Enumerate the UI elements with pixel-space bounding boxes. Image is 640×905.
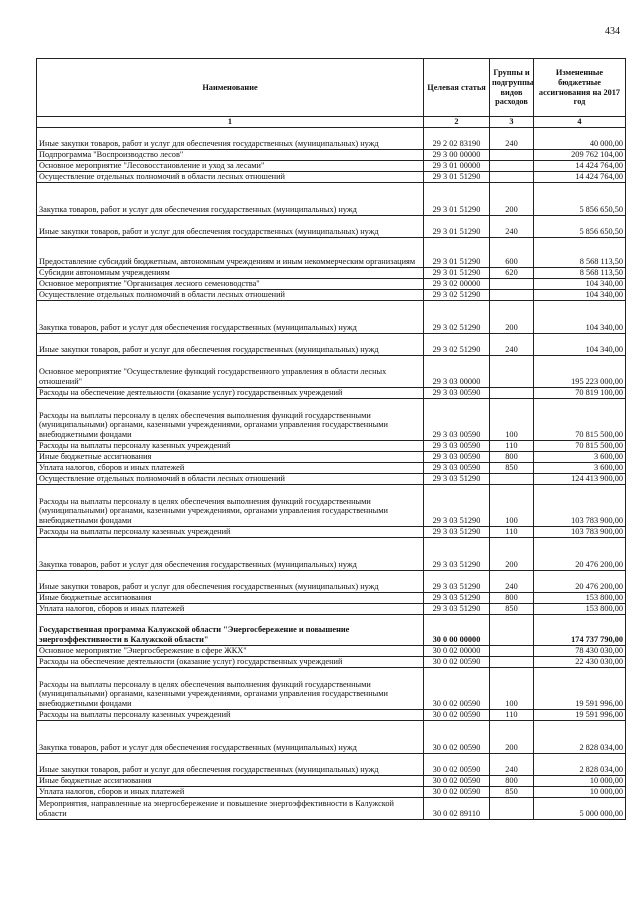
table-row — [37, 398, 626, 440]
cell-name: Подпрограмма "Воспроизводство лесов" — [37, 149, 424, 160]
cell-amount: 153 800,00 — [534, 603, 626, 614]
cell-code: 30 0 00 00000 — [424, 614, 490, 645]
cell-amount: 124 413 900,00 — [534, 473, 626, 484]
cell-code: 29 3 03 51290 — [424, 484, 490, 526]
table-row — [37, 237, 626, 267]
cell-name: Расходы на выплаты персоналу казенных учреждений — [37, 526, 424, 537]
table-row — [37, 720, 626, 753]
cell-group — [490, 289, 534, 300]
cell-code: 29 3 01 51290 — [424, 267, 490, 278]
table-row — [37, 171, 626, 182]
cell-group: 240 — [490, 753, 534, 775]
cell-amount: 19 591 996,00 — [534, 709, 626, 720]
cell-code: 29 3 03 00000 — [424, 355, 490, 387]
cell-amount: 20 476 200,00 — [534, 570, 626, 592]
cell-name: Иные бюджетные ассигнования — [37, 451, 424, 462]
table-row — [37, 355, 626, 387]
table-row — [37, 753, 626, 775]
cell-name: Субсидии автономным учреждениям — [37, 267, 424, 278]
cell-code: 29 3 03 00590 — [424, 440, 490, 451]
cell-code: 30 0 02 89110 — [424, 797, 490, 819]
cell-amount: 10 000,00 — [534, 786, 626, 797]
cell-name: Осуществление отдельных полномочий в области лесных отношений — [37, 171, 424, 182]
cell-code: 29 3 01 00000 — [424, 160, 490, 171]
column-number: 3 — [490, 117, 534, 128]
cell-name: Иные закупки товаров, работ и услуг для обеспечения государственных (муниципальных) нужд — [37, 127, 424, 149]
cell-name: Расходы на выплаты персоналу казенных учреждений — [37, 440, 424, 451]
cell-code: 29 3 03 51290 — [424, 570, 490, 592]
cell-group: 200 — [490, 182, 534, 215]
cell-code: 30 0 02 00590 — [424, 667, 490, 709]
cell-code: 29 3 02 51290 — [424, 289, 490, 300]
cell-amount: 5 856 650,50 — [534, 182, 626, 215]
cell-group — [490, 278, 534, 289]
cell-name: Иные закупки товаров, работ и услуг для обеспечения государственных (муниципальных) нужд — [37, 570, 424, 592]
table-row — [37, 333, 626, 355]
header-amount: Измененные бюджетные ассигнования на 2017 год — [534, 59, 626, 117]
cell-name: Уплата налогов, сборов и иных платежей — [37, 462, 424, 473]
cell-group: 850 — [490, 603, 534, 614]
cell-amount: 14 424 764,00 — [534, 171, 626, 182]
table-row — [37, 786, 626, 797]
cell-code: 29 3 01 51290 — [424, 237, 490, 267]
cell-group: 200 — [490, 720, 534, 753]
cell-name: Закупка товаров, работ и услуг для обеспечения государственных (муниципальных) нужд — [37, 300, 424, 333]
cell-group: 240 — [490, 215, 534, 237]
table-row — [37, 462, 626, 473]
header-code: Целевая статья — [424, 59, 490, 117]
column-number: 1 — [37, 117, 424, 128]
cell-code: 29 2 02 83190 — [424, 127, 490, 149]
cell-group — [490, 645, 534, 656]
cell-name: Расходы на обеспечение деятельности (оказание услуг) государственных учреждений — [37, 656, 424, 667]
header-row — [37, 59, 626, 117]
cell-amount: 19 591 996,00 — [534, 667, 626, 709]
cell-name: Уплата налогов, сборов и иных платежей — [37, 786, 424, 797]
cell-name: Расходы на выплаты персоналу в целях обеспечения выполнения функций государственными (муниципальными) органами, казенными учреждениями, органами управления государственными внебюджетными фондами — [37, 398, 424, 440]
table-row — [37, 667, 626, 709]
cell-amount: 103 783 900,00 — [534, 526, 626, 537]
cell-group: 200 — [490, 300, 534, 333]
cell-code: 30 0 02 00000 — [424, 645, 490, 656]
column-number: 4 — [534, 117, 626, 128]
cell-amount: 3 600,00 — [534, 451, 626, 462]
cell-name: Основное мероприятие "Энергосбережение в сфере ЖКХ" — [37, 645, 424, 656]
cell-code: 29 3 03 51290 — [424, 537, 490, 570]
column-number: 2 — [424, 117, 490, 128]
cell-code: 29 3 03 00590 — [424, 387, 490, 398]
cell-group: 110 — [490, 440, 534, 451]
cell-amount: 5 000 000,00 — [534, 797, 626, 819]
table-row — [37, 797, 626, 819]
cell-group — [490, 171, 534, 182]
cell-amount: 104 340,00 — [534, 300, 626, 333]
cell-code: 29 3 02 51290 — [424, 300, 490, 333]
cell-amount: 2 828 034,00 — [534, 720, 626, 753]
cell-group: 850 — [490, 462, 534, 473]
table-row — [37, 614, 626, 645]
cell-group: 100 — [490, 398, 534, 440]
cell-group: 100 — [490, 484, 534, 526]
table-row — [37, 645, 626, 656]
table-row — [37, 603, 626, 614]
cell-group: 110 — [490, 526, 534, 537]
cell-group — [490, 355, 534, 387]
cell-amount: 8 568 113,50 — [534, 267, 626, 278]
cell-name: Осуществление отдельных полномочий в области лесных отношений — [37, 473, 424, 484]
cell-name: Иные закупки товаров, работ и услуг для обеспечения государственных (муниципальных) нужд — [37, 215, 424, 237]
cell-group — [490, 797, 534, 819]
cell-amount: 195 223 000,00 — [534, 355, 626, 387]
table-row — [37, 570, 626, 592]
table-row — [37, 775, 626, 786]
cell-code: 30 0 02 00590 — [424, 720, 490, 753]
cell-name: Иные бюджетные ассигнования — [37, 775, 424, 786]
header-name: Наименование — [37, 59, 424, 117]
cell-group: 850 — [490, 786, 534, 797]
cell-name: Осуществление отдельных полномочий в области лесных отношений — [37, 289, 424, 300]
cell-group: 100 — [490, 667, 534, 709]
cell-code: 29 3 01 51290 — [424, 171, 490, 182]
cell-code: 30 0 02 00590 — [424, 775, 490, 786]
cell-name: Расходы на выплаты персоналу в целях обеспечения выполнения функций государственными (муниципальными) органами, казенными учреждениями, органами управления государственными внебюджетными фондами — [37, 667, 424, 709]
table-row — [37, 451, 626, 462]
cell-name: Закупка товаров, работ и услуг для обеспечения государственных (муниципальных) нужд — [37, 537, 424, 570]
cell-code: 29 3 03 51290 — [424, 603, 490, 614]
cell-code: 29 3 03 00590 — [424, 398, 490, 440]
cell-amount: 153 800,00 — [534, 592, 626, 603]
cell-name: Основное мероприятие "Лесовосстановление и уход за лесами" — [37, 160, 424, 171]
cell-amount: 5 856 650,50 — [534, 215, 626, 237]
cell-code: 30 0 02 00590 — [424, 709, 490, 720]
table-row — [37, 526, 626, 537]
cell-group: 600 — [490, 237, 534, 267]
table-row — [37, 278, 626, 289]
cell-name: Иные закупки товаров, работ и услуг для обеспечения государственных (муниципальных) нужд — [37, 333, 424, 355]
cell-group: 240 — [490, 127, 534, 149]
cell-group — [490, 656, 534, 667]
cell-group — [490, 387, 534, 398]
cell-amount: 3 600,00 — [534, 462, 626, 473]
cell-amount: 104 340,00 — [534, 333, 626, 355]
cell-code: 29 3 03 00590 — [424, 451, 490, 462]
cell-group: 240 — [490, 570, 534, 592]
cell-name: Основное мероприятие "Организация лесного семеноводства" — [37, 278, 424, 289]
cell-amount: 104 340,00 — [534, 289, 626, 300]
cell-group: 800 — [490, 592, 534, 603]
cell-amount: 70 819 100,00 — [534, 387, 626, 398]
cell-group: 200 — [490, 537, 534, 570]
table-row — [37, 127, 626, 149]
cell-name: Основное мероприятие "Осуществление функций государственного управления в области лесных отношений" — [37, 355, 424, 387]
cell-code: 29 3 00 00000 — [424, 149, 490, 160]
cell-amount: 70 815 500,00 — [534, 440, 626, 451]
cell-group: 620 — [490, 267, 534, 278]
cell-amount: 20 476 200,00 — [534, 537, 626, 570]
cell-code: 30 0 02 00590 — [424, 656, 490, 667]
cell-group — [490, 149, 534, 160]
table-row — [37, 300, 626, 333]
cell-group: 110 — [490, 709, 534, 720]
cell-group — [490, 160, 534, 171]
table-body — [37, 127, 626, 819]
table-row — [37, 267, 626, 278]
cell-name: Уплата налогов, сборов и иных платежей — [37, 603, 424, 614]
cell-amount: 2 828 034,00 — [534, 753, 626, 775]
cell-name: Иные закупки товаров, работ и услуг для обеспечения государственных (муниципальных) нужд — [37, 753, 424, 775]
cell-amount: 70 815 500,00 — [534, 398, 626, 440]
table-row — [37, 473, 626, 484]
table-row — [37, 484, 626, 526]
table-row — [37, 656, 626, 667]
cell-code: 29 3 03 51290 — [424, 473, 490, 484]
cell-code: 29 3 01 51290 — [424, 215, 490, 237]
cell-group — [490, 614, 534, 645]
cell-amount: 174 737 790,00 — [534, 614, 626, 645]
cell-code: 30 0 02 00590 — [424, 753, 490, 775]
table-row — [37, 182, 626, 215]
cell-code: 29 3 01 51290 — [424, 182, 490, 215]
cell-amount: 209 762 104,00 — [534, 149, 626, 160]
cell-group: 240 — [490, 333, 534, 355]
cell-name: Закупка товаров, работ и услуг для обеспечения государственных (муниципальных) нужд — [37, 182, 424, 215]
cell-name: Расходы на выплаты персоналу казенных учреждений — [37, 709, 424, 720]
cell-name: Мероприятия, направленные на энергосбережение и повышение энергоэффективности в Калужской области — [37, 797, 424, 819]
table-row — [37, 592, 626, 603]
cell-code: 29 3 02 51290 — [424, 333, 490, 355]
table-row — [37, 709, 626, 720]
cell-code: 29 3 02 00000 — [424, 278, 490, 289]
cell-name: Предоставление субсидий бюджетным, автономным учреждениям и иным некоммерческим организациям — [37, 237, 424, 267]
cell-name: Расходы на выплаты персоналу в целях обеспечения выполнения функций государственными (муниципальными) органами, казенными учреждениями, органами управления государственными внебюджетными фондами — [37, 484, 424, 526]
cell-code: 29 3 03 51290 — [424, 592, 490, 603]
cell-name: Государственная программа Калужской области "Энергосбережение и повышение энергоэффективности в Калужской области" — [37, 614, 424, 645]
table-row — [37, 440, 626, 451]
cell-name: Закупка товаров, работ и услуг для обеспечения государственных (муниципальных) нужд — [37, 720, 424, 753]
cell-code: 29 3 03 51290 — [424, 526, 490, 537]
cell-name: Расходы на обеспечение деятельности (оказание услуг) государственных учреждений — [37, 387, 424, 398]
cell-amount: 8 568 113,50 — [534, 237, 626, 267]
cell-amount: 104 340,00 — [534, 278, 626, 289]
cell-amount: 40 000,00 — [534, 127, 626, 149]
cell-amount: 10 000,00 — [534, 775, 626, 786]
cell-amount: 103 783 900,00 — [534, 484, 626, 526]
cell-group: 800 — [490, 775, 534, 786]
table-row — [37, 160, 626, 171]
cell-group — [490, 473, 534, 484]
table-row — [37, 149, 626, 160]
column-number-row — [37, 117, 626, 128]
table-row — [37, 289, 626, 300]
header-group: Группы и подгруппы видов расходов — [490, 59, 534, 117]
page-number: 434 — [605, 26, 620, 37]
table-row — [37, 387, 626, 398]
cell-code: 29 3 03 00590 — [424, 462, 490, 473]
budget-table — [36, 58, 626, 820]
table-row — [37, 215, 626, 237]
cell-name: Иные бюджетные ассигнования — [37, 592, 424, 603]
cell-code: 30 0 02 00590 — [424, 786, 490, 797]
cell-group: 800 — [490, 451, 534, 462]
cell-amount: 78 430 030,00 — [534, 645, 626, 656]
cell-amount: 14 424 764,00 — [534, 160, 626, 171]
cell-amount: 22 430 030,00 — [534, 656, 626, 667]
table-row — [37, 537, 626, 570]
